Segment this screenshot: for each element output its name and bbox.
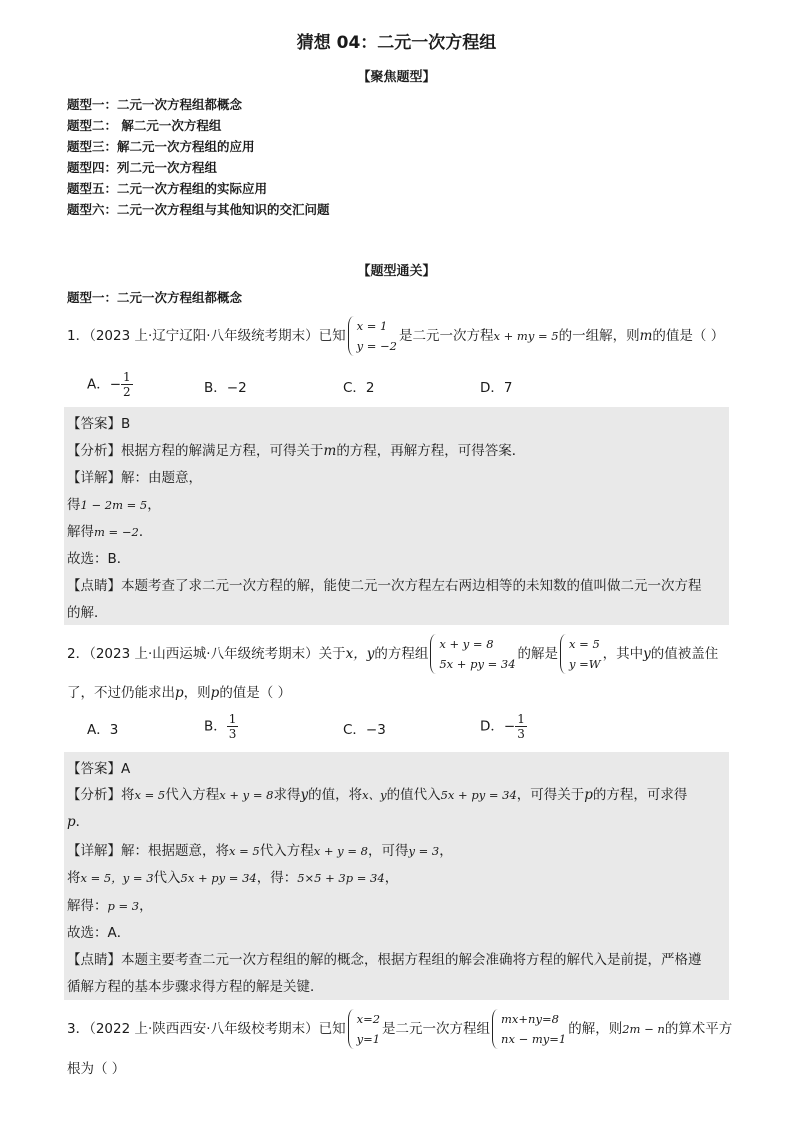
question-3: 3．（2022 上·陕西西安·八年级校考期末）已知 x=2 y=1 是二元一次方程组 mx+ny=8 nx − my=1 的解，则2m − n的算术平方 bbox=[67, 1009, 732, 1049]
q3-solution-system: x=2 y=1 bbox=[348, 1009, 380, 1049]
question-1: 1．（2023 上·辽宁辽阳·八年级统考期末）已知 x = 1 y = −2 是二元一次方程x + my = 5的一组解，则m的值是（ ） bbox=[67, 316, 724, 356]
q2-solution-system: x = 5 y =W bbox=[560, 634, 601, 674]
q2-analysis: 【分析】将x = 5代入方程x + y = 8求得y的值，将x、y的值代入5x + py = 34，可得关于p的方程，可求得 bbox=[67, 787, 688, 803]
q1-comment-line-1: 【点睛】本题考查了求二元一次方程的解，能使二元一次方程左右两边相等的未知数的值叫做二元一次方程 bbox=[67, 578, 702, 594]
pass-heading: 【题型通关】 bbox=[357, 264, 436, 279]
q1-option-c: C．2 bbox=[343, 380, 375, 396]
q1-option-d: D．7 bbox=[480, 380, 513, 396]
q1-option-b: B．−2 bbox=[204, 380, 247, 396]
question-3-line-2: 根为（ ） bbox=[67, 1061, 126, 1077]
q2-answer: 【答案】A bbox=[67, 761, 131, 777]
section-label: 题型一：二元一次方程组都概念 bbox=[67, 290, 243, 305]
question-2: 2．（2023 上·山西运城·八年级统考期末）关于x，y的方程组 x + y = 8 5x + py = 34 的解是 x = 5 y =W ，其中y的值被盖住 bbox=[67, 634, 718, 674]
q2-option-b: B． $\frac{1}{3}$ bbox=[204, 712, 237, 741]
q1-detail: 【详解】解：由题意， bbox=[67, 470, 202, 486]
q2-system: x + y = 8 5x + py = 34 bbox=[430, 634, 515, 674]
q2-option-a: A．3 bbox=[87, 722, 119, 738]
q3-system: mx+ny=8 nx − my=1 bbox=[492, 1009, 566, 1049]
q2-choice: 故选：A． bbox=[67, 925, 131, 941]
type-item-3: 题型三：解二元一次方程组的应用 bbox=[67, 139, 255, 154]
q2-option-c: C．−3 bbox=[343, 722, 386, 738]
q1-system: x = 1 y = −2 bbox=[348, 316, 397, 356]
q2-comment-line-1: 【点睛】本题主要考查二元一次方程组的解的概念，根据方程组的解会准确将方程的解代入是前提，严格遵 bbox=[67, 952, 702, 968]
page-title: 猜想 04：二元一次方程组 bbox=[296, 33, 497, 53]
type-item-2: 题型二： 解二元一次方程组 bbox=[67, 118, 222, 133]
q2-option-d: D．− $\frac{1}{3}$ bbox=[480, 712, 525, 741]
q1-step-1: 得1 − 2m = 5， bbox=[67, 497, 161, 513]
q1-comment-line-2: 的解． bbox=[67, 605, 108, 621]
q2-detail: 【详解】解：根据题意，将x = 5代入方程x + y = 8，可得y = 3， bbox=[67, 843, 453, 859]
type-item-1: 题型一：二元一次方程组都概念 bbox=[67, 97, 243, 112]
q1-answer: 【答案】B bbox=[67, 416, 131, 432]
type-item-5: 题型五：二元一次方程组的实际应用 bbox=[67, 181, 268, 196]
q2-solve: 解得：p = 3， bbox=[67, 898, 153, 914]
q2-step: 将x = 5，y = 3代入5x + py = 34，得：5×5 + 3p = 34， bbox=[67, 870, 399, 886]
question-2-line-2: 了，不过仍能求出p，则p的值是（ ） bbox=[67, 685, 292, 701]
q1-choice: 故选：B． bbox=[67, 551, 131, 567]
q2-analysis-line-2: p． bbox=[67, 814, 90, 830]
type-item-6: 题型六：二元一次方程组与其他知识的交汇问题 bbox=[67, 202, 330, 217]
q1-step-2: 解得m = −2． bbox=[67, 524, 153, 540]
q1-analysis: 【分析】根据方程的解满足方程，可得关于m的方程，再解方程，可得答案． bbox=[67, 443, 526, 459]
focus-heading: 【聚焦题型】 bbox=[357, 70, 436, 85]
type-item-4: 题型四：列二元一次方程组 bbox=[67, 160, 218, 175]
q2-comment-line-2: 循解方程的基本步骤求得方程的解是关键． bbox=[67, 979, 324, 995]
q1-option-a: A．− $\frac{1}{2}$ bbox=[87, 370, 131, 399]
